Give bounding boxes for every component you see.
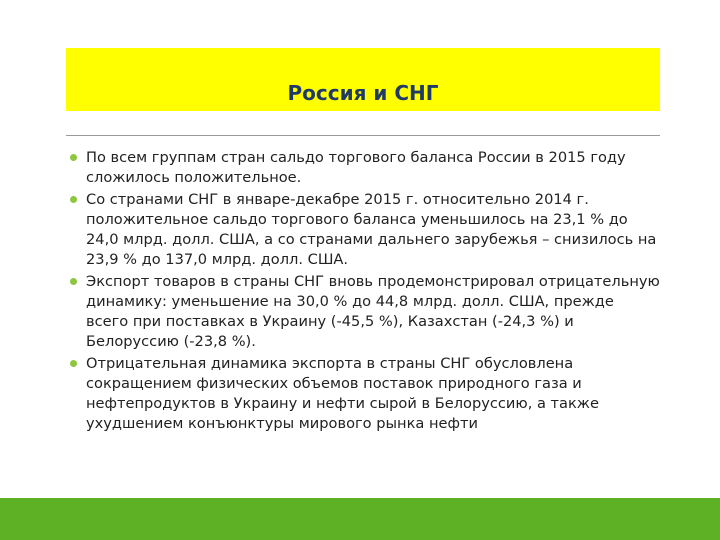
footer-band: [0, 498, 720, 540]
title-divider: [66, 135, 660, 136]
bullet-text: По всем группам стран сальдо торгового баланса России в 2015 году сложилось положительное.: [86, 149, 626, 186]
bullet-text: Со странами СНГ в январе-декабре 2015 г. относительно 2014 г. положительное сальдо торгового баланса уменьшилось на 23,1 % до 24,0 млрд. долл. США, а со странами дальнего зарубежья – снизилось на 23,9 % до 137,0 млрд. долл. США.: [86, 191, 657, 268]
bullet-dot-icon: [70, 196, 77, 203]
bullet-item: [70, 190, 660, 270]
bullet-item: [70, 148, 660, 188]
bullet-dot-icon: [70, 278, 77, 285]
bullet-item: [70, 272, 660, 352]
bullet-dot-icon: [70, 154, 77, 161]
bullet-text: Экспорт товаров в страны СНГ вновь продемонстрировал отрицательную динамику: уменьшение на 30,0 % до 44,8 млрд. долл. США, прежде всего при поставках в Украину (-45,5 %), Казахстан (-24,3 %) и Белоруссию (-23,8 %).: [86, 273, 660, 350]
title-band: [66, 48, 660, 111]
bullet-list: [70, 148, 660, 436]
slide-title: Россия и СНГ: [287, 81, 439, 105]
bullet-dot-icon: [70, 360, 77, 367]
bullet-item: [70, 354, 660, 434]
bullet-text: Отрицательная динамика экспорта в страны СНГ обусловлена сокращением физических объемов поставок природного газа и нефтепродуктов в Украину и нефти сырой в Белоруссию, а также ухудшением конъюнктуры мирового рынка нефти: [86, 355, 599, 432]
